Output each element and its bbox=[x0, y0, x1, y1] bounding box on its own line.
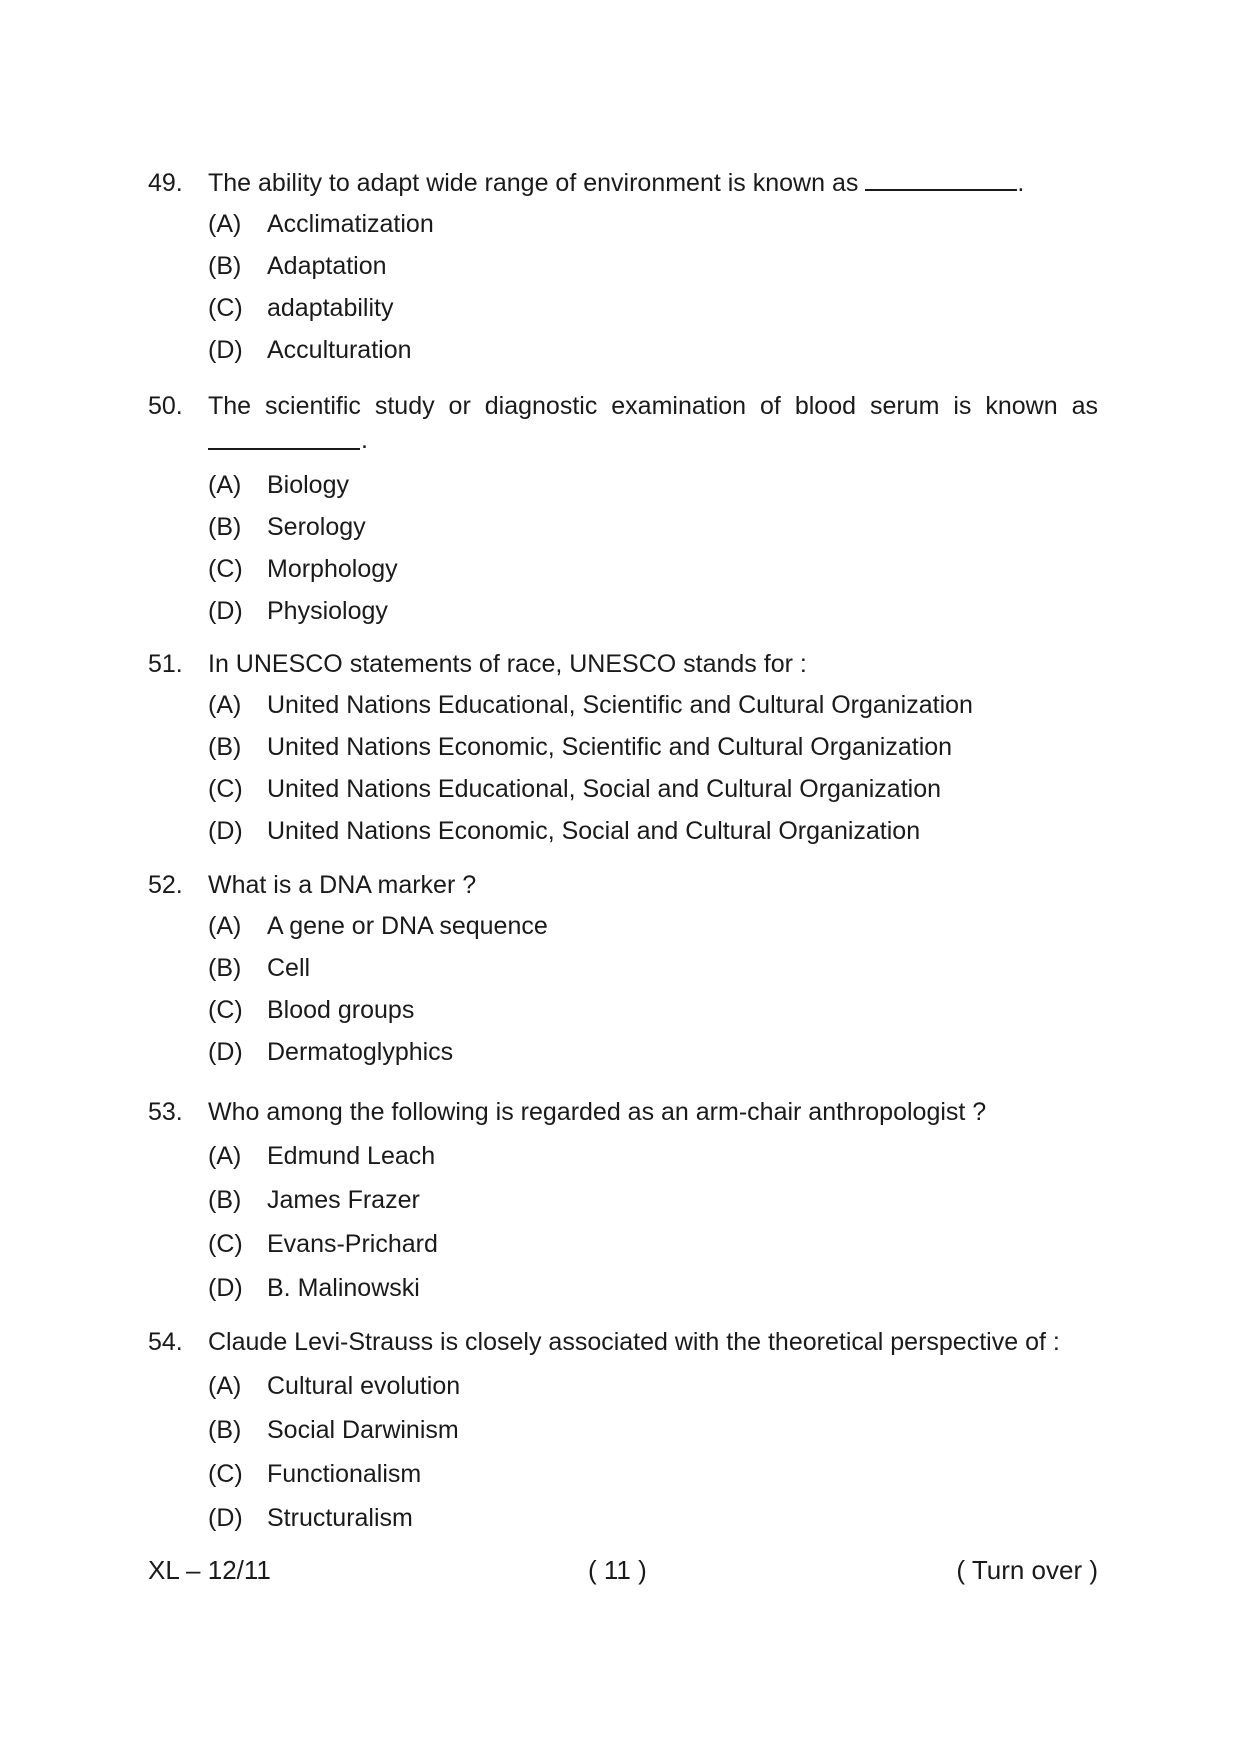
option-text: James Frazer bbox=[267, 1186, 420, 1214]
question-text bbox=[208, 167, 1024, 199]
option-b bbox=[148, 1408, 1098, 1452]
option-label: (C) bbox=[208, 775, 243, 803]
question-54 bbox=[148, 1326, 1098, 1540]
option-text: United Nations Educational, Social and Cultural Organization bbox=[267, 775, 941, 803]
option-c bbox=[148, 548, 1098, 590]
option-d bbox=[148, 1031, 1098, 1073]
page-number: ( 11 ) bbox=[588, 1555, 647, 1585]
paper-code: XL – 12/11 bbox=[148, 1555, 271, 1585]
option-label: (D) bbox=[208, 336, 243, 364]
question-51 bbox=[148, 648, 1098, 852]
option-label: (C) bbox=[208, 294, 243, 322]
option-label: (D) bbox=[208, 597, 243, 625]
question-text: In UNESCO statements of race, UNESCO stands for : bbox=[208, 650, 807, 678]
option-d bbox=[148, 329, 1098, 371]
option-text: United Nations Economic, Social and Cultural Organization bbox=[267, 817, 921, 845]
options-list bbox=[148, 203, 1098, 371]
option-text: Social Darwinism bbox=[267, 1416, 459, 1444]
question-suffix: . bbox=[1017, 169, 1025, 197]
question-stem bbox=[148, 167, 1098, 199]
question-50 bbox=[148, 390, 1098, 632]
question-text: What is a DNA marker ? bbox=[208, 871, 477, 899]
options-list bbox=[148, 684, 1098, 852]
page-footer bbox=[148, 1553, 1098, 1587]
option-label: (A) bbox=[208, 210, 242, 238]
option-a bbox=[148, 464, 1098, 506]
option-label: (C) bbox=[208, 555, 243, 583]
option-label: (C) bbox=[208, 1460, 243, 1488]
option-text: Adaptation bbox=[267, 252, 387, 280]
option-label: (D) bbox=[208, 1274, 243, 1302]
option-text: Edmund Leach bbox=[267, 1142, 436, 1170]
option-label: (A) bbox=[208, 471, 242, 499]
option-text: Morphology bbox=[267, 555, 398, 583]
question-stem bbox=[148, 869, 1098, 901]
question-text-content: The ability to adapt wide range of environment is known as bbox=[208, 169, 859, 197]
option-label: (A) bbox=[208, 1372, 242, 1400]
option-text: Functionalism bbox=[267, 1460, 422, 1488]
option-text: Physiology bbox=[267, 597, 388, 625]
option-text: Acculturation bbox=[267, 336, 412, 364]
option-a bbox=[148, 1364, 1098, 1408]
question-number: 54. bbox=[148, 1328, 183, 1356]
options-list bbox=[148, 1364, 1098, 1540]
option-text: Dermatoglyphics bbox=[267, 1038, 454, 1066]
option-b bbox=[148, 245, 1098, 287]
question-49 bbox=[148, 167, 1098, 371]
option-d bbox=[148, 1496, 1098, 1540]
options-list bbox=[148, 1134, 1098, 1310]
option-c bbox=[148, 768, 1098, 810]
option-b bbox=[148, 947, 1098, 989]
option-label: (A) bbox=[208, 691, 242, 719]
question-stem bbox=[148, 648, 1098, 680]
option-d bbox=[148, 590, 1098, 632]
option-label: (A) bbox=[208, 1142, 242, 1170]
option-text: Serology bbox=[267, 513, 366, 541]
options-list bbox=[148, 464, 1098, 632]
question-text: Claude Levi-Strauss is closely associated with the theoretical perspective of : bbox=[208, 1328, 1060, 1356]
answer-blank bbox=[865, 167, 1017, 191]
question-stem-continuation bbox=[148, 422, 1098, 458]
option-text: Evans-Prichard bbox=[267, 1230, 438, 1258]
option-c bbox=[148, 989, 1098, 1031]
question-text: Who among the following is regarded as an arm-chair anthropologist ? bbox=[208, 1098, 987, 1126]
option-text: Acclimatization bbox=[267, 210, 434, 238]
option-label: (C) bbox=[208, 1230, 243, 1258]
option-label: (D) bbox=[208, 1038, 243, 1066]
question-suffix: . bbox=[361, 426, 368, 454]
option-c bbox=[148, 287, 1098, 329]
option-d bbox=[148, 810, 1098, 852]
option-c bbox=[148, 1222, 1098, 1266]
option-text: United Nations Educational, Scientific and Cultural Organization bbox=[267, 691, 973, 719]
option-b bbox=[148, 1178, 1098, 1222]
question-number: 49. bbox=[148, 169, 183, 197]
question-stem bbox=[148, 390, 1098, 422]
option-c bbox=[148, 1452, 1098, 1496]
option-d bbox=[148, 1266, 1098, 1310]
option-label: (B) bbox=[208, 1186, 242, 1214]
option-label: (B) bbox=[208, 252, 242, 280]
question-number: 52. bbox=[148, 871, 183, 899]
answer-blank bbox=[208, 426, 360, 450]
turn-over-note: ( Turn over ) bbox=[956, 1555, 1098, 1585]
option-a bbox=[148, 203, 1098, 245]
question-52 bbox=[148, 869, 1098, 1073]
option-b bbox=[148, 726, 1098, 768]
option-text: Cell bbox=[267, 954, 311, 982]
option-label: (C) bbox=[208, 996, 243, 1024]
question-53 bbox=[148, 1096, 1098, 1310]
option-text: Blood groups bbox=[267, 996, 415, 1024]
option-label: (B) bbox=[208, 733, 242, 761]
option-text: Structuralism bbox=[267, 1504, 413, 1532]
option-b bbox=[148, 506, 1098, 548]
option-text: B. Malinowski bbox=[267, 1274, 420, 1302]
question-number: 53. bbox=[148, 1098, 183, 1126]
option-label: (B) bbox=[208, 954, 242, 982]
option-label: (D) bbox=[208, 1504, 243, 1532]
option-text: adaptability bbox=[267, 294, 394, 322]
option-label: (B) bbox=[208, 513, 242, 541]
question-text: The scientific study or diagnostic examination of blood serum is known as bbox=[208, 392, 1098, 420]
question-stem bbox=[148, 1326, 1098, 1358]
option-text: Biology bbox=[267, 471, 349, 499]
option-a bbox=[148, 684, 1098, 726]
options-list bbox=[148, 905, 1098, 1073]
option-text: A gene or DNA sequence bbox=[267, 912, 548, 940]
option-text: Cultural evolution bbox=[267, 1372, 461, 1400]
option-label: (B) bbox=[208, 1416, 242, 1444]
question-number: 51. bbox=[148, 650, 183, 678]
option-label: (D) bbox=[208, 817, 243, 845]
option-label: (A) bbox=[208, 912, 242, 940]
option-text: United Nations Economic, Scientific and Cultural Organization bbox=[267, 733, 953, 761]
question-stem bbox=[148, 1096, 1098, 1128]
option-a bbox=[148, 1134, 1098, 1178]
option-a bbox=[148, 905, 1098, 947]
question-number: 50. bbox=[148, 392, 183, 420]
